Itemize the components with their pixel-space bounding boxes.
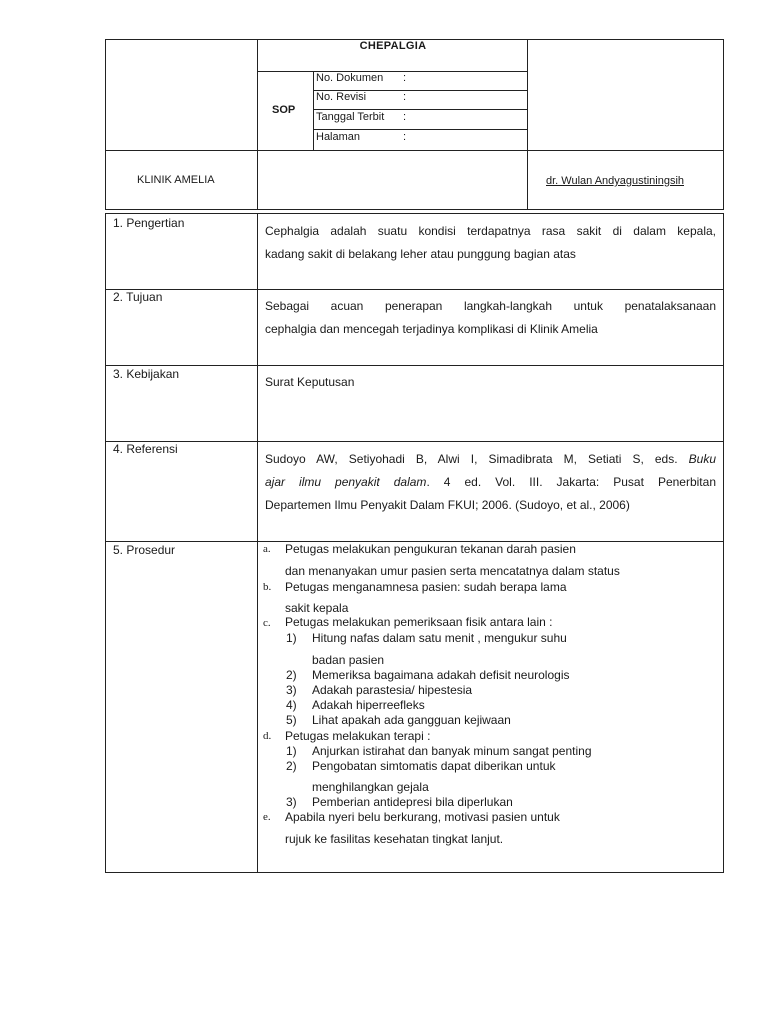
sub-step-number: 4) [286, 698, 297, 712]
meta-table-border [313, 129, 528, 130]
header-divider [257, 39, 258, 210]
clinic-name: KLINIK AMELIA [137, 174, 215, 186]
sub-step-text: Anjurkan istirahat dan banyak minum sangat penting [312, 744, 592, 758]
table-row-divider [105, 441, 724, 442]
section-label-prosedur: 5. Prosedur [113, 543, 176, 557]
sub-step-number: 3) [286, 795, 297, 809]
sub-step-text: Adakah parastesia/ hipestesia [312, 683, 473, 697]
procedure-letter: b. [263, 581, 272, 593]
sub-step-number: 3) [286, 683, 297, 697]
procedure-letter: e. [263, 811, 271, 823]
referensi-text: Sudoyo AW, Setiyohadi B, Alwi I, Simadibrata M, Setiati S, eds. [265, 452, 689, 466]
kebijakan-text: Surat Keputusan [265, 375, 355, 389]
meta-colon: : [403, 91, 407, 103]
sub-step-text: Pengobatan simtomatis dapat diberikan untuk [312, 759, 556, 773]
tujuan-line: cephalgia dan mencegah terjadinya komplikasi di Klinik Amelia [265, 322, 598, 336]
sub-step-text-cont: menghilangkan gejala [312, 780, 429, 794]
section-label-pengertian: 1. Pengertian [113, 216, 185, 230]
procedure-step-d: Petugas melakukan terapi : [285, 729, 431, 743]
table-column-divider [257, 213, 258, 873]
sub-step-number: 5) [286, 713, 297, 727]
section-label-referensi: 4. Referensi [113, 442, 178, 456]
header-divider [105, 150, 724, 151]
procedure-letter: c. [263, 617, 271, 629]
header-divider [258, 71, 528, 72]
sub-step-number: 2) [286, 759, 297, 773]
table-row-divider [105, 289, 724, 290]
table-row-divider [105, 365, 724, 366]
procedure-step-a: Petugas melakukan pengukuran tekanan darah pasien [285, 542, 576, 556]
meta-label-halaman: Halaman [316, 131, 361, 143]
section-label-tujuan: 2. Tujuan [113, 290, 163, 304]
sub-step-number: 1) [286, 631, 297, 645]
document-title: CHEPALGIA [359, 40, 427, 52]
procedure-letter: a. [263, 543, 271, 555]
sub-step-text: Adakah hiperreefleks [312, 698, 425, 712]
meta-label-tanggal-terbit: Tanggal Terbit [316, 111, 385, 123]
procedure-step-b-cont: sakit kepala [285, 601, 349, 615]
sub-step-text: Pemberian antidepresi bila diperlukan [312, 795, 513, 809]
sop-label: SOP [272, 104, 296, 116]
procedure-step-a-cont: dan menanyakan umur pasien serta mencatatnya dalam status [285, 564, 620, 578]
procedure-step-e-cont: rujuk ke fasilitas kesehatan tingkat lanjut. [285, 832, 504, 846]
meta-label-no-revisi: No. Revisi [316, 91, 367, 103]
header-divider [527, 39, 528, 210]
sub-step-text: Memeriksa bagaimana adakah defisit neurologis [312, 668, 570, 682]
procedure-letter: d. [263, 730, 272, 742]
meta-label-no-dokumen: No. Dokumen [316, 72, 384, 84]
referensi-title-italic: Buku [688, 452, 716, 466]
meta-colon: : [403, 131, 407, 143]
procedure-step-b: Petugas menganamnesa pasien: sudah berapa lama [285, 580, 567, 594]
meta-colon: : [403, 72, 407, 84]
sub-step-text: Lihat apakah ada gangguan kejiwaan [312, 713, 511, 727]
sub-step-number: 2) [286, 668, 297, 682]
doctor-signature-name: dr. Wulan Andyagustiningsih [546, 175, 684, 187]
procedure-step-c: Petugas melakukan pemeriksaan fisik antara lain : [285, 615, 553, 629]
tujuan-line: Sebagai acuan penerapan langkah-langkah untuk penatalaksanaan [265, 299, 716, 313]
section-label-kebijakan: 3. Kebijakan [113, 367, 180, 381]
referensi-line: Departemen Ilmu Penyakit Dalam FKUI; 2006. (Sudoyo, et al., 2006) [265, 498, 630, 512]
referensi-line [265, 470, 716, 494]
sub-step-text: Hitung nafas dalam satu menit , mengukur suhu [312, 631, 567, 645]
procedure-step-e: Apabila nyeri belu berkurang, motivasi pasien untuk [285, 810, 560, 824]
meta-table-border [313, 109, 528, 110]
referensi-line [265, 447, 716, 471]
meta-table-border [313, 71, 314, 150]
referensi-text: . 4 ed. Vol. III. Jakarta: Pusat Penerbitan [426, 475, 716, 489]
sub-step-number: 1) [286, 744, 297, 758]
pengertian-line: kadang sakit di belakang leher atau punggung bagian atas [265, 247, 576, 261]
sub-step-text-cont: badan pasien [312, 653, 385, 667]
referensi-title-italic: ajar ilmu penyakit dalam [265, 475, 427, 489]
pengertian-line: Cephalgia adalah suatu kondisi terdapatnya rasa sakit di dalam kepala, [265, 224, 716, 238]
meta-colon: : [403, 111, 407, 123]
